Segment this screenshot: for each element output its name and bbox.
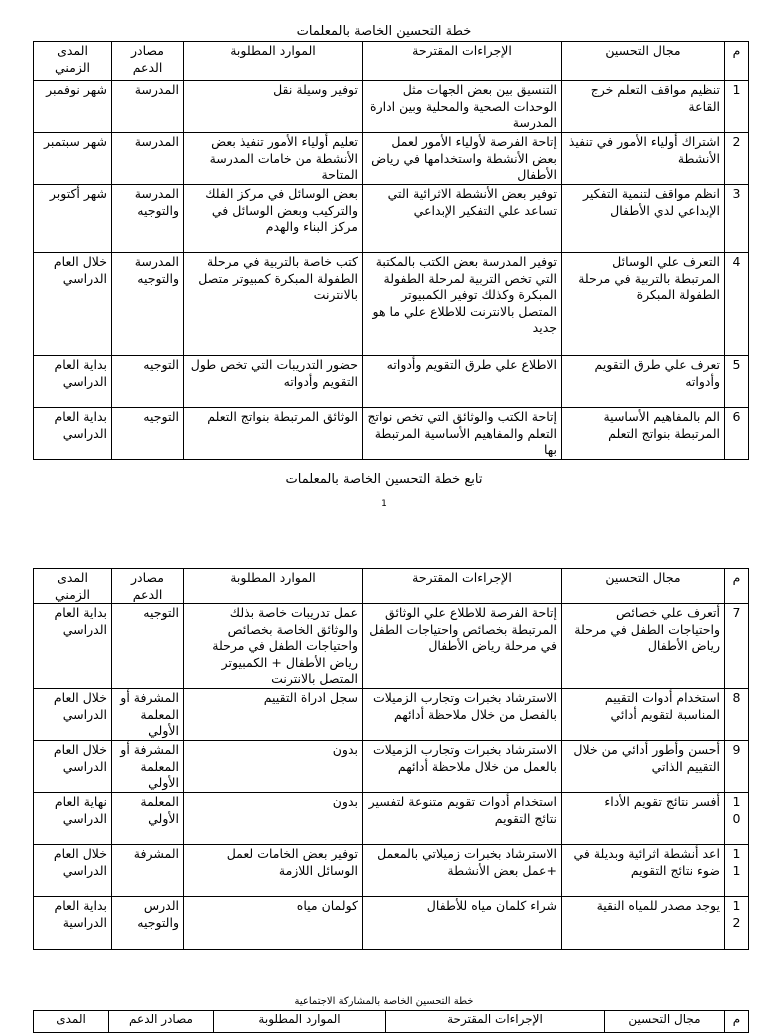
cell-procedures: الاسترشاد بخبرات زميلاتي بالمعمل +عمل بعض الأنشطة [363, 845, 562, 897]
header-num: م [725, 1011, 749, 1033]
cell-num: 4 [725, 253, 749, 356]
cell-procedures: استخدام أدوات تقويم متنوعة لتفسير نتائج التقويم [363, 793, 562, 845]
cell-num: 1 1 [725, 845, 749, 897]
cell-timeframe: خلال العام الدراسي [34, 253, 112, 356]
header-area: مجال التحسين [562, 569, 725, 604]
cell-support: التوجيه [112, 604, 184, 689]
cell-area: استخدام أدوات التقييم المناسبة لتقويم أدائي [562, 689, 725, 741]
cell-resources: توفير بعض الخامات لعمل الوسائل اللازمة [184, 845, 363, 897]
header-resources: الموارد المطلوبة [184, 42, 363, 81]
cell-resources: كولمان مياه [184, 897, 363, 950]
header-support: مصادر الدعم [109, 1011, 214, 1033]
cell-num: 1 0 [725, 793, 749, 845]
page-title: خطة التحسين الخاصة بالمعلمات [296, 24, 472, 39]
cell-support: التوجيه [112, 408, 184, 460]
cell-support: المعلمة الأولي [112, 793, 184, 845]
cell-area: أحسن وأطور أدائي من خلال التقييم الذاتي [562, 741, 725, 793]
cell-support: المدرسة [112, 81, 184, 133]
table-row [34, 408, 749, 460]
cell-num: 3 [725, 185, 749, 253]
cell-timeframe: شهر سبتمبر [34, 133, 112, 185]
table-row [34, 253, 749, 356]
cell-area: أتعرف علي خصائص واحتياجات الطفل في مرحلة رياض الأطفال [562, 604, 725, 689]
cell-resources: تعليم أولياء الأمور تنفيذ بعض الأنشطة من خامات المدرسة المتاحة [184, 133, 363, 185]
header-num: م [725, 569, 749, 604]
table-row [34, 356, 749, 408]
cell-area: انظم مواقف لتنمية التفكير الإبداعي لدي الأطفال [562, 185, 725, 253]
header-timeframe: المدى الزمني [34, 42, 112, 81]
cell-procedures: الاطلاع علي طرق التقويم وأدواته [363, 356, 562, 408]
header-area: مجال التحسين [562, 42, 725, 81]
cell-procedures: توفير المدرسة بعض الكتب بالمكتبة التي تخص التربية لمرحلة الطفولة المبكرة وكذلك توفير الكمبيوتر المتصل بالانترنت للاطلاع علي ما هو جديد [363, 253, 562, 356]
cell-resources: بدون [184, 793, 363, 845]
cell-area: اشتراك أولياء الأمور في تنفيذ الأنشطة [562, 133, 725, 185]
cell-num: 1 [725, 81, 749, 133]
cell-area: يوجد مصدر للمياه النقية [562, 897, 725, 950]
cell-support: التوجيه [112, 356, 184, 408]
cell-resources: بعض الوسائل في مركز الفلك والتركيب وبعض الوسائل في مركز البناء والهدم [184, 185, 363, 253]
cell-support: المدرسة والتوجيه [112, 253, 184, 356]
cell-area: أفسر نتائج تقويم الأداء [562, 793, 725, 845]
social-plan-table [33, 1010, 749, 1033]
page-number: 1 [381, 499, 387, 509]
table-row [34, 185, 749, 253]
table-header-row [34, 1011, 749, 1033]
cell-resources: سجل ادراة التقييم [184, 689, 363, 741]
header-area: مجال التحسين [605, 1011, 725, 1033]
improvement-plan-table [33, 41, 749, 460]
cell-timeframe: نهاية العام الدراسي [34, 793, 112, 845]
cell-procedures: توفير بعض الأنشطة الاثرائية التي تساعد علي التفكير الإبداعي [363, 185, 562, 253]
cell-num: 9 [725, 741, 749, 793]
header-procedures: الإجراءات المقترحة [363, 42, 562, 81]
cell-resources: عمل تدريبات خاصة بذلك والوثائق الخاصة بخصائص واحتياجات الطفل في مرحلة رياض الأطفال + الكمبيوتر المتصل بالانترنت [184, 604, 363, 689]
cell-num: 7 [725, 604, 749, 689]
cell-area: التعرف علي الوسائل المرتبطة بالتربية في مرحلة الطفولة المبكرة [562, 253, 725, 356]
cell-procedures: الاسترشاد بخبرات وتجارب الزميلات بالعمل من خلال ملاحظة أدائهم [363, 741, 562, 793]
cell-procedures: التنسيق بين بعض الجهات مثل الوحدات الصحية والمحلية وبين ادارة المدرسة [363, 81, 562, 133]
cell-timeframe: خلال العام الدراسي [34, 689, 112, 741]
cell-num: 5 [725, 356, 749, 408]
cell-area: تنظيم مواقف التعلم خرج القاعة [562, 81, 725, 133]
cell-procedures: إتاحة الفرصة لأولياء الأمور لعمل بعض الأنشطة واستخدامها في رياض الأطفال [363, 133, 562, 185]
cell-num: 6 [725, 408, 749, 460]
cell-procedures: شراء كلمان مياه للأطفال [363, 897, 562, 950]
cell-support: المدرسة والتوجيه [112, 185, 184, 253]
cell-support: المشرفة [112, 845, 184, 897]
cell-timeframe: بداية العام الدراسي [34, 356, 112, 408]
cell-procedures: الاسترشاد بخبرات وتجارب الزميلات بالفصل من خلال ملاحظة أدائهم [363, 689, 562, 741]
table-row [34, 741, 749, 793]
cell-timeframe: بداية العام الدراسي [34, 604, 112, 689]
table-row [34, 897, 749, 950]
table-header-row [34, 569, 749, 604]
table-row [34, 689, 749, 741]
cell-resources: كتب خاصة بالتربية في مرحلة الطفولة المبكرة كمبيوتر متصل بالانترنت [184, 253, 363, 356]
cell-timeframe: بداية العام الدراسي [34, 408, 112, 460]
cell-num: 1 2 [725, 897, 749, 950]
continued-title: تابع خطة التحسين الخاصة بالمعلمات [285, 472, 483, 487]
cell-resources: بدون [184, 741, 363, 793]
cell-support: المشرفة أو المعلمة الأولي [112, 741, 184, 793]
cell-num: 8 [725, 689, 749, 741]
table-row [34, 133, 749, 185]
header-support: مصادر الدعم [112, 42, 184, 81]
header-resources: الموارد المطلوبة [184, 569, 363, 604]
cell-timeframe: خلال العام الدراسي [34, 845, 112, 897]
cell-timeframe: خلال العام الدراسي [34, 741, 112, 793]
cell-procedures: إتاحة الفرصة للاطلاع علي الوثائق المرتبطة بخصائص واحتياجات الطفل في مرحلة رياض الأطفال [363, 604, 562, 689]
cell-resources: الوثائق المرتبطة بنواتج التعلم [184, 408, 363, 460]
cell-timeframe: شهر أكتوبر [34, 185, 112, 253]
cell-resources: حضور التدريبات التي تخص طول التقويم وأدواته [184, 356, 363, 408]
header-support: مصادر الدعم [112, 569, 184, 604]
header-timeframe: المدى [34, 1011, 109, 1033]
cell-area: الم بالمفاهيم الأساسية المرتبطة بنواتج التعلم [562, 408, 725, 460]
table-row [34, 793, 749, 845]
header-procedures: الإجراءات المقترحة [386, 1011, 605, 1033]
cell-resources: توفير وسيلة نقل [184, 81, 363, 133]
cell-timeframe: بداية العام الدراسية [34, 897, 112, 950]
cell-area: تعرف علي طرق التقويم وأدواته [562, 356, 725, 408]
cell-num: 2 [725, 133, 749, 185]
table-header-row [34, 42, 749, 81]
improvement-plan-table-continued [33, 568, 749, 950]
header-procedures: الإجراءات المقترحة [363, 569, 562, 604]
table-row [34, 604, 749, 689]
cell-procedures: إتاحة الكتب والوثائق التي تخص نواتج التعلم والمفاهيم الأساسية المرتبطة بها [363, 408, 562, 460]
cell-support: المدرسة [112, 133, 184, 185]
table-row [34, 81, 749, 133]
cell-area: اعد أنشطة اثرائية وبديلة في ضوء نتائج التقويم [562, 845, 725, 897]
cell-support: الدرس والتوجيه [112, 897, 184, 950]
cell-support: المشرفة أو المعلمة الأولي [112, 689, 184, 741]
cell-timeframe: شهر نوفمبر [34, 81, 112, 133]
header-timeframe: المدى الزمني [34, 569, 112, 604]
header-resources: الموارد المطلوبة [214, 1011, 386, 1033]
header-num: م [725, 42, 749, 81]
table-row [34, 845, 749, 897]
social-plan-title: خطة التحسين الخاصة بالمشاركة الاجتماعية [294, 996, 474, 1007]
